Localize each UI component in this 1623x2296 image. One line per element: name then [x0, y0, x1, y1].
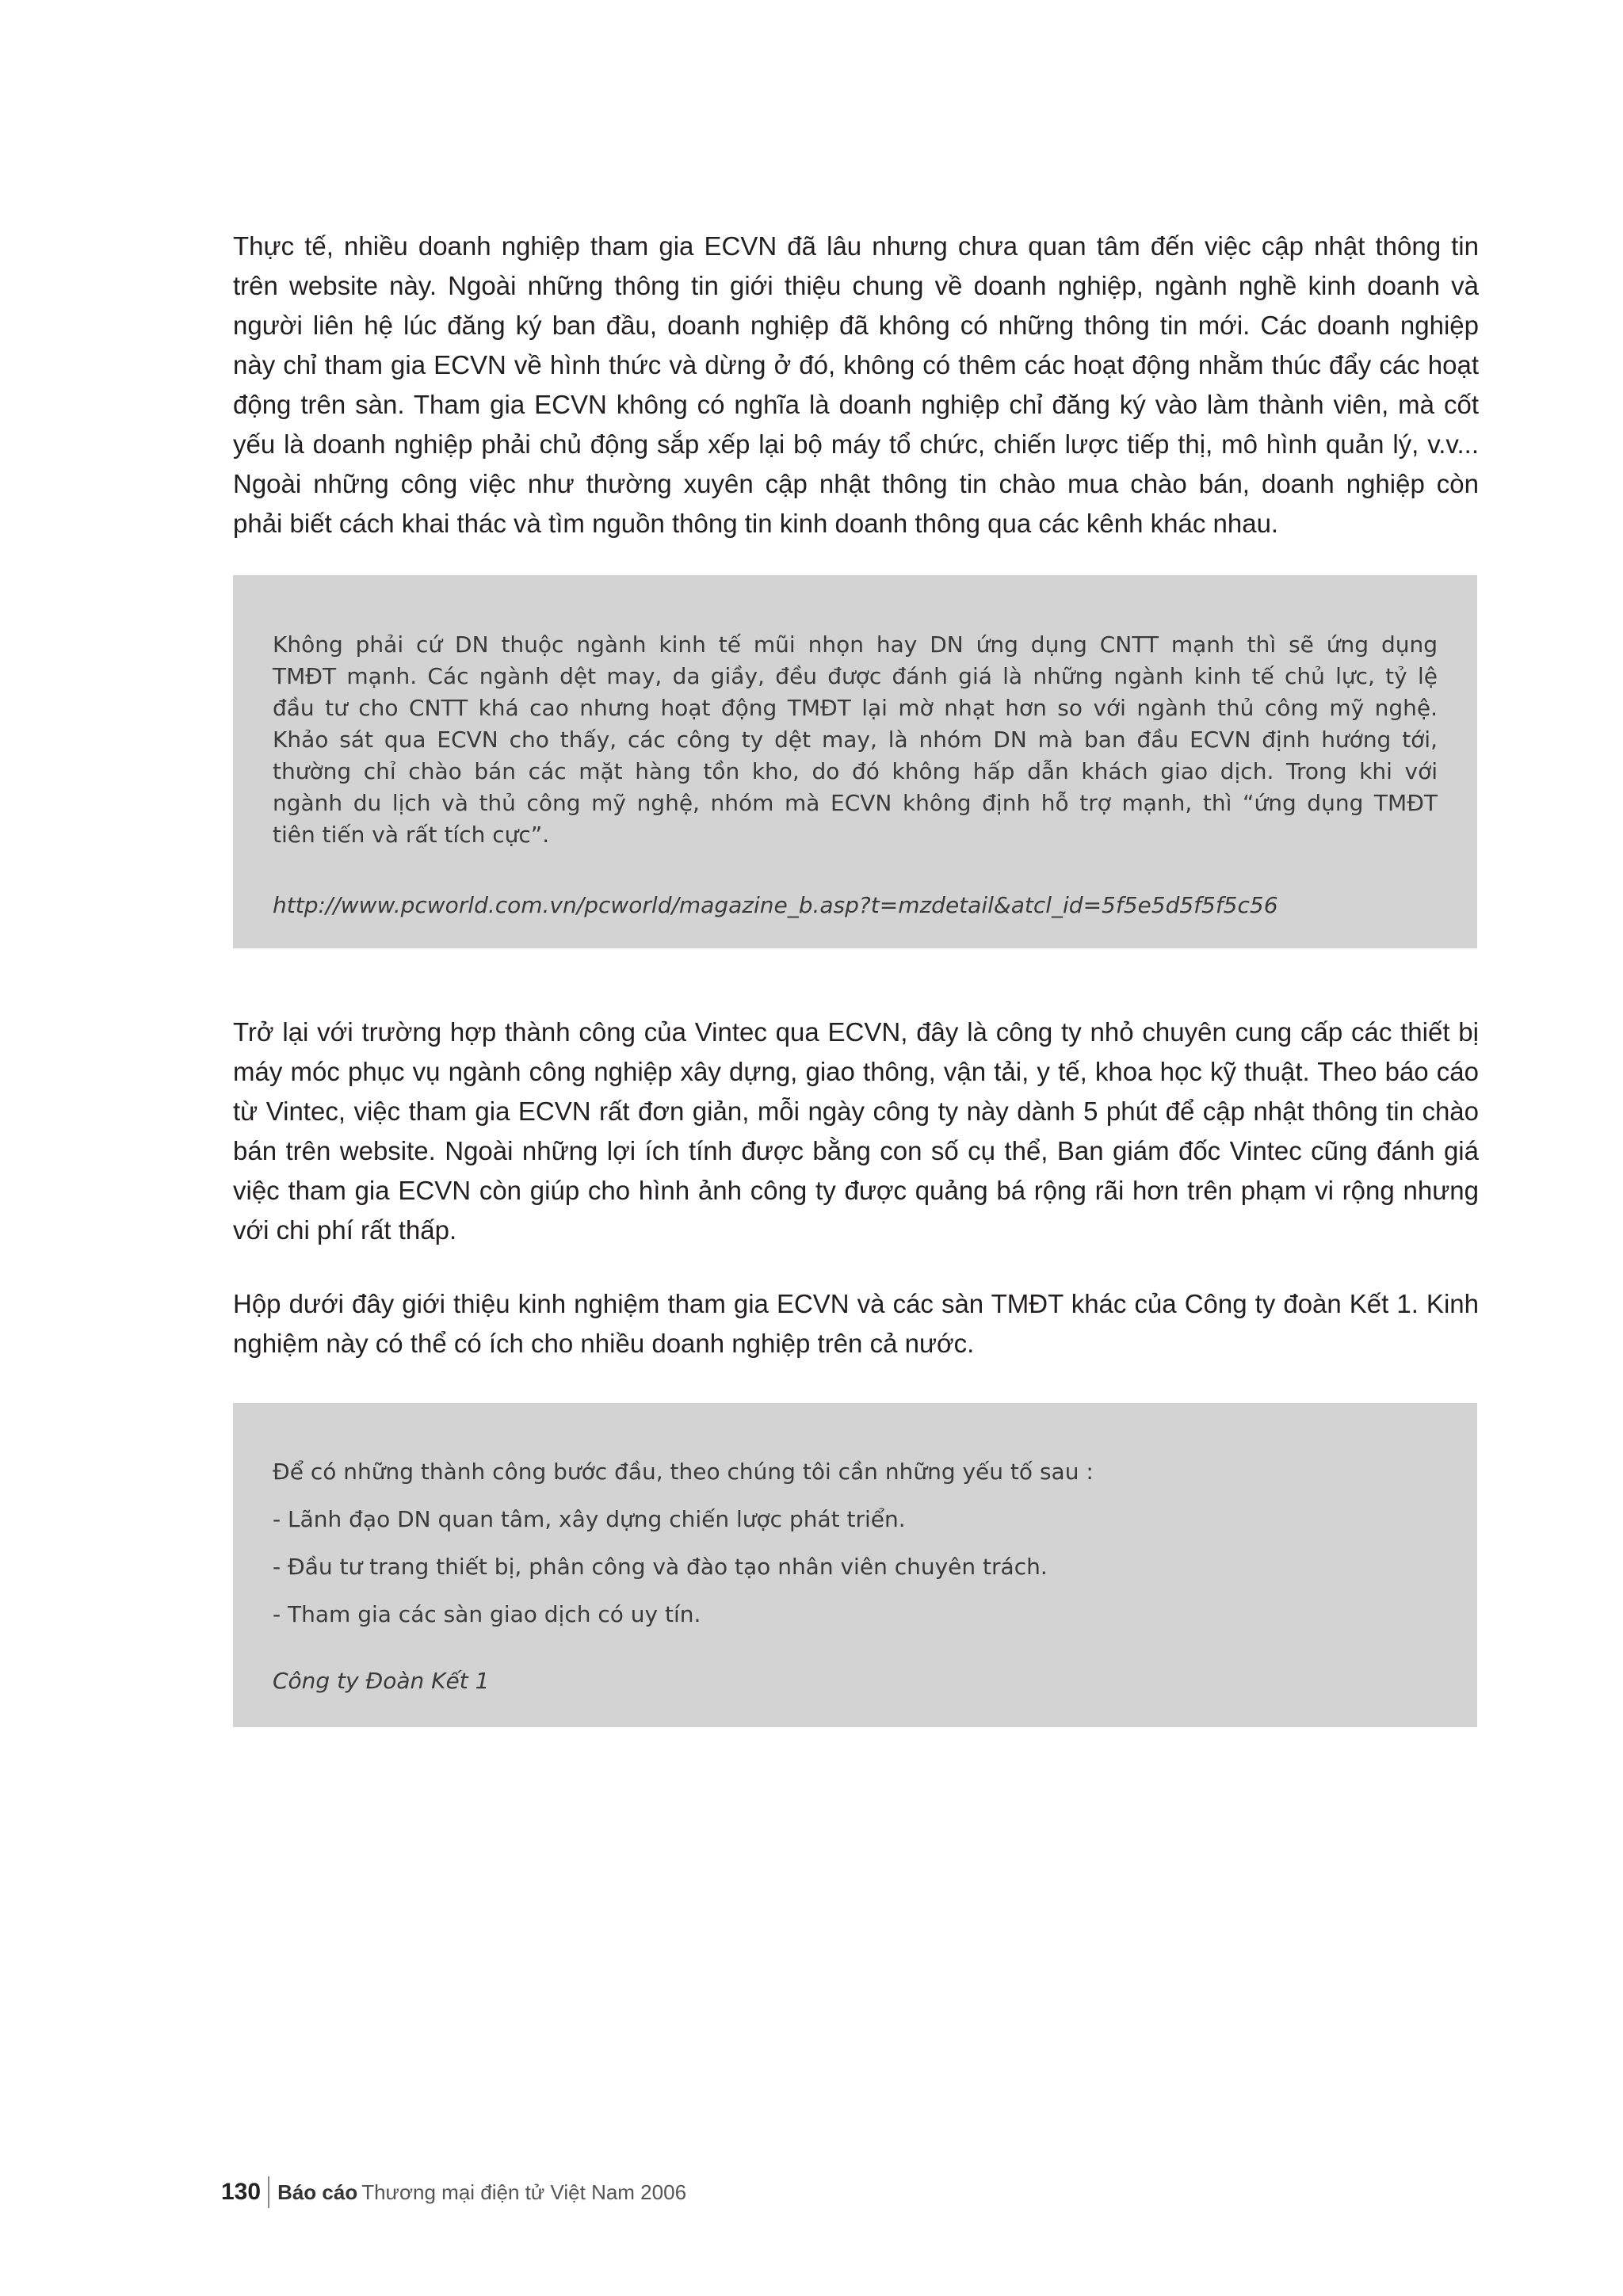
list-item: - Tham gia các sàn giao dịch có uy tín. — [273, 1601, 701, 1627]
quote-intro: Để có những thành công bước đầu, theo chúng tôi cần những yếu tố sau : — [273, 1459, 1094, 1485]
paragraph-line: phải biết cách khai thác và tìm nguồn thông tin kinh doanh thông qua các kênh khác nhau. — [233, 509, 1279, 538]
paragraph-line: Thực tế, nhiều doanh nghiệp tham gia ECVN đã lâu nhưng chưa quan tâm đến việc cập nhật thông tin — [233, 231, 1479, 261]
paragraph-line: yếu là doanh nghiệp phải chủ động sắp xếp lại bộ máy tổ chức, chiến lược tiếp thị, mô hình quản lý, v.v... — [233, 429, 1479, 459]
quote-line: đầu tư cho CNTT khá cao nhưng hoạt động TMĐT lại mờ nhạt hơn so với ngành thủ công mỹ nghệ. — [273, 695, 1438, 721]
paragraph-3 — [233, 1284, 1479, 1363]
quote-box-1 — [233, 575, 1477, 948]
quote-signature: Công ty Đoàn Kết 1 — [273, 1668, 490, 1694]
paragraph-line: máy móc phục vụ ngành công nghiệp xây dựng, giao thông, vận tải, y tế, khoa học kỹ thuật. Theo báo cáo — [233, 1057, 1479, 1086]
paragraph-line: này chỉ tham gia ECVN về hình thức và dừng ở đó, không có thêm các hoạt động nhằm thúc đẩy các hoạt — [233, 350, 1479, 379]
quote-box-text — [273, 1456, 1438, 1646]
quote-line: ngành du lịch và thủ công mỹ nghệ, nhóm mà ECVN không định hỗ trợ mạnh, thì “ứng dụng TMĐT — [273, 790, 1438, 816]
list-item: - Đầu tư trang thiết bị, phân công và đào tạo nhân viên chuyên trách. — [273, 1554, 1048, 1580]
page-number: 130 — [221, 2179, 262, 2205]
paragraph-line: việc tham gia ECVN còn giúp cho hình ảnh công ty được quảng bá rộng rãi hơn trên phạm vi rộng nhưng — [233, 1176, 1479, 1205]
paragraph-1 — [233, 227, 1479, 543]
quote-line: TMĐT mạnh. Các ngành dệt may, da giầy, đều được đánh giá là những ngành kinh tế chủ lực, tỷ lệ — [273, 663, 1438, 689]
quote-line: tiên tiến và rất tích cực”. — [273, 822, 550, 848]
list-item: - Lãnh đạo DN quan tâm, xây dựng chiến lược phát triển. — [273, 1506, 906, 1532]
quote-line: Khảo sát qua ECVN cho thấy, các công ty dệt may, là nhóm DN mà ban đầu ECVN định hướng tới, — [273, 727, 1438, 753]
footer-divider — [268, 2176, 269, 2208]
quote-box-text — [273, 629, 1438, 851]
paragraph-line: Ngoài những công việc như thường xuyên cập nhật thông tin chào mua chào bán, doanh nghiệp còn — [233, 469, 1479, 498]
quote-line: Không phải cứ DN thuộc ngành kinh tế mũi nhọn hay DN ứng dụng CNTT mạnh thì sẽ ứng dụng — [273, 631, 1438, 658]
paragraph-2 — [233, 1013, 1479, 1250]
source-url: http://www.pcworld.com.vn/pcworld/magazine_b.asp?t=mzdetail&atcl_id=5f5e5d5f5f5c56 — [273, 892, 1278, 918]
paragraph-line: động trên sàn. Tham gia ECVN không có nghĩa là doanh nghiệp chỉ đăng ký vào làm thành viên, mà cốt — [233, 390, 1479, 419]
paragraph-line: người liên hệ lúc đăng ký ban đầu, doanh nghiệp đã không có những thông tin mới. Các doanh nghiệp — [233, 311, 1479, 340]
report-title: Thương mại điện tử Việt Nam 2006 — [361, 2180, 687, 2204]
paragraph-line: với chi phí rất thấp. — [233, 1215, 457, 1245]
paragraph-line: Hộp dưới đây giới thiệu kinh nghiệm tham gia ECVN và các sàn TMĐT khác của Công ty đoàn Kết 1. Kinh — [233, 1289, 1479, 1318]
paragraph-line: trên website này. Ngoài những thông tin giới thiệu chung về doanh nghiệp, ngành nghề kinh doanh và — [233, 271, 1479, 300]
quote-box-2 — [233, 1403, 1477, 1727]
report-label: Báo cáo — [277, 2180, 358, 2204]
quote-line: thường chỉ chào bán các mặt hàng tồn kho, do đó không hấp dẫn khách giao dịch. Trong khi với — [273, 758, 1438, 784]
paragraph-line: nghiệm này có thể có ích cho nhiều doanh nghiệp trên cả nước. — [233, 1329, 975, 1358]
paragraph-line: Trở lại với trường hợp thành công của Vintec qua ECVN, đây là công ty nhỏ chuyên cung cấp các thiết bị — [233, 1017, 1479, 1047]
paragraph-line: từ Vintec, việc tham gia ECVN rất đơn giản, mỗi ngày công ty này dành 5 phút để cập nhật thông tin chào — [233, 1097, 1479, 1126]
paragraph-line: bán trên website. Ngoài những lợi ích tính được bằng con số cụ thể, Ban giám đốc Vintec cũng đánh giá — [233, 1136, 1479, 1165]
page-footer — [221, 2175, 686, 2210]
